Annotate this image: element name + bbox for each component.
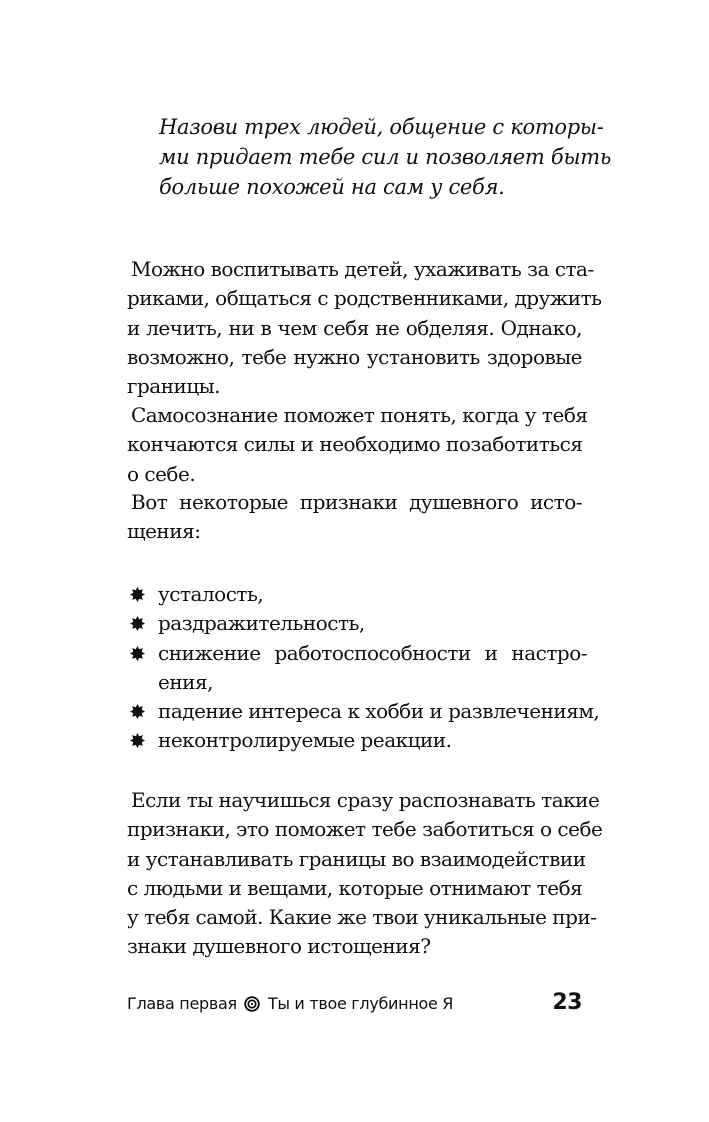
- paragraph-line: кончаются силы и необходимо позаботиться: [127, 432, 583, 457]
- paragraph-line: с людьми и вещами, которые отнимают тебя: [127, 875, 583, 900]
- prompt-line: больше похожей на сам у себя.: [159, 175, 505, 199]
- list-item: [127, 639, 587, 698]
- paragraph: [127, 401, 588, 489]
- page-number: 23: [552, 990, 582, 1015]
- list-item: [127, 580, 587, 609]
- list-item: [127, 726, 587, 755]
- paragraph-line: Самосознание поможет понять, когда у тебя: [131, 403, 588, 427]
- list-item-text: раздражительность,: [158, 611, 365, 636]
- paragraph-line: о себе.: [127, 461, 196, 486]
- starburst-bullet-icon: [130, 646, 145, 661]
- running-footer: [127, 994, 453, 1013]
- paragraph-line: Вот некоторые признаки душевного исто-: [131, 490, 582, 514]
- prompt-line: ми придает тебе сил и позволяет быть: [159, 145, 611, 169]
- paragraph-line: и лечить, ни в чем себя не обделяя. Однако,: [127, 315, 582, 340]
- section-title: Ты и твое глубинное Я: [267, 994, 454, 1013]
- starburst-bullet-icon: [130, 616, 145, 631]
- starburst-bullet-icon: [130, 587, 145, 602]
- prompt-line: Назови трех людей, общение с которы-: [159, 115, 604, 139]
- paragraph-line: Если ты научишься сразу распознавать такие: [131, 788, 600, 812]
- paragraph-line: и устанавливать границы во взаимодействии: [127, 846, 586, 871]
- paragraph-line: знаки душевного истощения?: [127, 934, 431, 959]
- spiral-icon: [244, 996, 260, 1012]
- symptom-list: [127, 580, 600, 756]
- paragraph: [127, 786, 603, 962]
- list-item-text: падение интереса к хобби и развлечениям,: [158, 699, 600, 724]
- paragraph: [127, 488, 582, 547]
- list-item-text: усталость,: [158, 582, 264, 606]
- paragraph: [127, 255, 602, 401]
- starburst-bullet-icon: [130, 704, 145, 719]
- reflection-prompt: [159, 112, 611, 202]
- list-item-text: ения,: [158, 669, 213, 694]
- list-item: [127, 697, 600, 726]
- paragraph-line: границы.: [127, 374, 221, 399]
- paragraph-line: возможно, тебе нужно установить здоровые: [127, 344, 582, 369]
- paragraph-line: щения:: [127, 519, 201, 544]
- list-item-text: неконтролируемые реакции.: [158, 728, 452, 753]
- starburst-bullet-icon: [130, 733, 145, 748]
- paragraph-line: риками, общаться с родственниками, дружить: [127, 286, 602, 311]
- paragraph-line: у тебя самой. Какие же твои уникальные при-: [127, 905, 597, 930]
- paragraph-line: признаки, это поможет тебе заботиться о себе: [127, 817, 603, 842]
- list-item-text: снижение работоспособности и настро-: [158, 640, 587, 665]
- chapter-title: Глава первая: [127, 994, 237, 1013]
- paragraph-line: Можно воспитывать детей, ухаживать за ста-: [131, 257, 594, 281]
- list-item: [127, 609, 587, 638]
- page-footer: [127, 990, 582, 1022]
